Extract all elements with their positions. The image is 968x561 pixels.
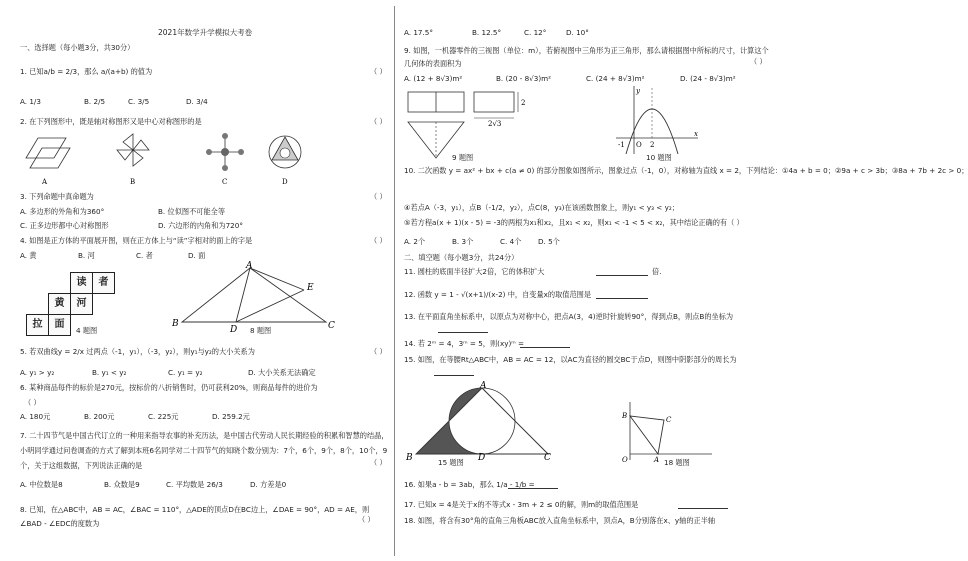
q17-answer-blank[interactable] bbox=[678, 508, 728, 509]
question-12: 12. 函数 y = 1 - √(x+1)/(x-2) 中，自变量x的取值范围是 bbox=[404, 290, 592, 299]
q8-option-c: C. 12° bbox=[524, 28, 547, 37]
q5-option-c: C. y₁ = y₂ bbox=[168, 368, 203, 377]
q2-label-a: A bbox=[42, 178, 48, 186]
question-6: 6. 某种商品每件的标价是270元，按标价的八折销售时，仍可获利20%，则商品每件的进价为 bbox=[20, 383, 318, 392]
q4-option-c: C. 者 bbox=[136, 251, 153, 260]
q9-option-d: D. (24 - 8√3)m² bbox=[680, 74, 736, 83]
q3-option-b: B. 位似图不可能全等 bbox=[158, 207, 226, 216]
q3-option-d: D. 六边形的内角和为720° bbox=[158, 221, 243, 230]
q15-answer-blank[interactable] bbox=[434, 375, 474, 376]
net-face-zhe: 者 bbox=[92, 272, 115, 294]
fig15-label-b: B bbox=[406, 453, 413, 463]
q3-option-c: C. 正多边形都中心对称图形 bbox=[20, 221, 109, 230]
answer-paren-6: （ ） bbox=[24, 398, 41, 407]
question-14: 14. 若 2ᵐ = 4，3ᵐ = 5，则(xy)ᵐ = bbox=[404, 339, 525, 348]
question-13: 13. 在平面直角坐标系中，以原点为对称中心，把点A(3，4)逆时针旋转90°，得到点B，则点B的坐标为 bbox=[404, 312, 734, 321]
q10-option-b: B. 3个 bbox=[452, 237, 474, 246]
fig10-label-neg1: -1 bbox=[618, 141, 625, 149]
fig9-dim-height: 2 bbox=[521, 99, 526, 107]
question-10-part-4: ④若点A（-3，y₁），点B（-1/2，y₂），点C(8，y₃)在该函数图象上，则y₁ < y₃ < y₂； bbox=[404, 203, 679, 212]
question-8: 8. 已知，在△ABC中，AB = AC，∠BAC = 110°，△ADE的顶点D在BC边上，∠DAE = 90°，AD = AE，则∠BAD - ∠EDC的度数为 bbox=[20, 505, 370, 528]
question-1: 1. 已知a/b = 2/3，那么 a/(a+b) 的值为 bbox=[20, 67, 153, 76]
question-15: 15. 如图，在等腰Rt△ABC中，AB = AC = 12，以AC为直径的圆交BC于点D，则图中阴影部分的周长为 bbox=[404, 355, 737, 364]
q16-answer-blank[interactable] bbox=[508, 488, 558, 489]
right-column bbox=[400, 0, 968, 561]
fig15-label-d: D bbox=[478, 453, 486, 463]
fig10-label-origin: O bbox=[636, 141, 642, 149]
net-face-du: 读 bbox=[70, 272, 93, 294]
question-10-part-5: ⑤若方程a(x + 1)(x - 5) = -3的两根为x₁和x₂，且x₁ < x₂，则x₁ < -1 < 5 < x₂，其中结论正确的有（ ） bbox=[404, 218, 744, 227]
fig18-label-b: B bbox=[622, 412, 628, 420]
fig15-label-a: A bbox=[480, 381, 487, 391]
fig8-caption: 8 题图 bbox=[250, 326, 272, 335]
question-2: 2. 在下列图形中，既是轴对称图形又是中心对称图形的是 bbox=[20, 117, 202, 126]
fig8-label-e: E bbox=[307, 283, 314, 293]
q6-option-c: C. 225元 bbox=[148, 412, 179, 421]
question-7: 7. 二十四节气是中国古代订立的一种用来指导农事的补充历法，是中国古代劳动人民长期经验的积累和智慧的结晶，小明同学通过问卷调查的方式了解到本班6名同学对二十四节气的知晓个数分别为：7个，6个，9个，8个，10个，9个，关于这组数据，下列说法正确的是 bbox=[20, 431, 389, 470]
q2-figure-c bbox=[206, 133, 244, 171]
question-3: 3. 下列命题中真命题为 bbox=[20, 192, 94, 201]
q5-option-a: A. y₁ > y₂ bbox=[20, 368, 55, 377]
net-face-mian: 面 bbox=[48, 314, 71, 336]
q2-figures bbox=[18, 128, 308, 188]
q6-option-d: D. 259.2元 bbox=[212, 412, 250, 421]
fig18-coordinate-triangle bbox=[620, 398, 716, 464]
fig18-label-c: C bbox=[666, 416, 672, 424]
q8-option-d: D. 10° bbox=[566, 28, 589, 37]
net-face-huang: 黄 bbox=[48, 293, 71, 315]
q7-option-a: A. 中位数是8 bbox=[20, 480, 63, 489]
exam-title: 2021年数学升学模拟大考卷 bbox=[158, 28, 253, 37]
q11-suffix: 倍. bbox=[652, 267, 662, 276]
q1-option-a: A. 1/3 bbox=[20, 97, 41, 106]
question-10: 10. 二次函数 y = ax² + bx + c(a ≠ 0) 的部分图象如图所示，图象过点（-1，0），对称轴为直线 x = 2，下列结论：①4a + b = 0；②9a + c > 3b；③8a + 7b + 2c > 0； bbox=[404, 166, 968, 175]
question-17: 17. 已知x = 4是关于x的不等式x - 3m + 2 ≤ 0的解，则m的取值范围是 bbox=[404, 500, 639, 509]
q2-figure-d bbox=[269, 136, 301, 168]
q6-option-b: B. 200元 bbox=[84, 412, 115, 421]
q9-option-a: A. (12 + 8√3)m² bbox=[404, 74, 463, 83]
q11-answer-blank[interactable] bbox=[596, 275, 648, 276]
question-18: 18. 如图，将含有30°角的直角三角板ABC放入直角坐标系中，顶点A，B分别落在x、y轴的正半轴 bbox=[404, 516, 716, 525]
q4-option-d: D. 面 bbox=[188, 251, 206, 260]
q2-label-c: C bbox=[222, 178, 228, 186]
fig18-label-o: O bbox=[622, 456, 628, 464]
fig15-label-c: C bbox=[544, 453, 551, 463]
answer-paren-3: （ ） bbox=[370, 192, 387, 201]
answer-paren-2: （ ） bbox=[370, 117, 387, 126]
q5-option-d: D. 大小关系无法确定 bbox=[248, 368, 316, 377]
q9-option-b: B. (20 - 8√3)m² bbox=[496, 74, 552, 83]
q8-option-a: A. 17.5° bbox=[404, 28, 433, 37]
q2-figure-a bbox=[26, 138, 70, 168]
fig18-caption: 18 题图 bbox=[664, 458, 690, 467]
left-column bbox=[18, 0, 396, 561]
fig10-label-y: y bbox=[636, 87, 640, 95]
net-face-he: 河 bbox=[70, 293, 93, 315]
question-11: 11. 圆柱的底面半径扩大2倍，它的体积扩大 bbox=[404, 267, 545, 276]
fig8-label-d: D bbox=[230, 325, 238, 335]
q14-answer-blank[interactable] bbox=[520, 347, 570, 348]
answer-paren-8: （ ） bbox=[358, 515, 375, 524]
q4-option-a: A. 黄 bbox=[20, 251, 37, 260]
fig10-label-x: x bbox=[694, 130, 698, 138]
q6-option-a: A. 180元 bbox=[20, 412, 51, 421]
question-4: 4. 如图是正方体的平面展开图，则在正方体上与“读”字相对的面上的字是 bbox=[20, 236, 253, 245]
q2-label-b: B bbox=[130, 178, 136, 186]
fig8-label-b: B bbox=[172, 319, 179, 329]
question-16: 16. 如果a - b = 3ab，那么 1/a - 1/b = bbox=[404, 480, 535, 489]
answer-paren-7: （ ） bbox=[370, 458, 387, 467]
fig9-dim-width: 2√3 bbox=[488, 120, 502, 128]
q7-option-d: D. 方差是0 bbox=[250, 480, 287, 489]
q7-option-c: C. 平均数是 26/3 bbox=[166, 480, 223, 489]
q10-option-c: C. 4个 bbox=[500, 237, 522, 246]
answer-paren-4: （ ） bbox=[370, 236, 387, 245]
fig10-parabola-graph bbox=[612, 84, 702, 156]
fig18-label-a: A bbox=[654, 456, 660, 464]
q7-option-b: B. 众数是9 bbox=[104, 480, 140, 489]
q4-option-b: B. 河 bbox=[78, 251, 95, 260]
fig10-caption: 10 题图 bbox=[646, 153, 672, 162]
section-fill-heading: 二、填空题（每小题3分，共24分） bbox=[404, 253, 519, 262]
answer-paren-5: （ ） bbox=[370, 347, 387, 356]
fig4-caption: 4 题图 bbox=[76, 326, 98, 335]
fig10-label-2: 2 bbox=[650, 141, 655, 149]
fig9-caption: 9 题图 bbox=[452, 153, 474, 162]
q9-option-c: C. (24 + 8√3)m² bbox=[586, 74, 645, 83]
q2-figure-b bbox=[117, 134, 149, 166]
q1-option-c: C. 3/5 bbox=[128, 97, 150, 106]
fig8-label-c: C bbox=[328, 321, 335, 331]
answer-paren-1: （ ） bbox=[370, 67, 387, 76]
q10-option-a: A. 2个 bbox=[404, 237, 426, 246]
q3-option-a: A. 多边形的外角和为360° bbox=[20, 207, 105, 216]
answer-paren-9: （ ） bbox=[750, 57, 767, 66]
question-5: 5. 若双曲线y = 2/x 过两点（-1，y₁），（-3，y₂），则y₁与y₂的大小关系为 bbox=[20, 347, 255, 356]
question-9: 9. 如图，一机器零件的三视图（单位：m），若俯视图中三角形为正三角形，那么请根据图中所标的尺寸，计算这个几何体的表面积为 bbox=[404, 46, 769, 68]
q8-option-b: B. 12.5° bbox=[472, 28, 502, 37]
q13-answer-blank[interactable] bbox=[438, 332, 488, 333]
q2-label-d: D bbox=[282, 178, 288, 186]
q5-option-b: B. y₁ < y₂ bbox=[92, 368, 127, 377]
fig8-label-a: A bbox=[246, 261, 253, 271]
q10-option-d: D. 5个 bbox=[538, 237, 560, 246]
fig15-caption: 15 题图 bbox=[438, 458, 464, 467]
q12-answer-blank[interactable] bbox=[596, 298, 648, 299]
net-face-la: 拉 bbox=[26, 314, 49, 336]
q1-option-d: D. 3/4 bbox=[186, 97, 208, 106]
q1-option-b: B. 2/5 bbox=[84, 97, 106, 106]
section-choice-heading: 一、选择题（每小题3分，共30分） bbox=[20, 43, 135, 52]
